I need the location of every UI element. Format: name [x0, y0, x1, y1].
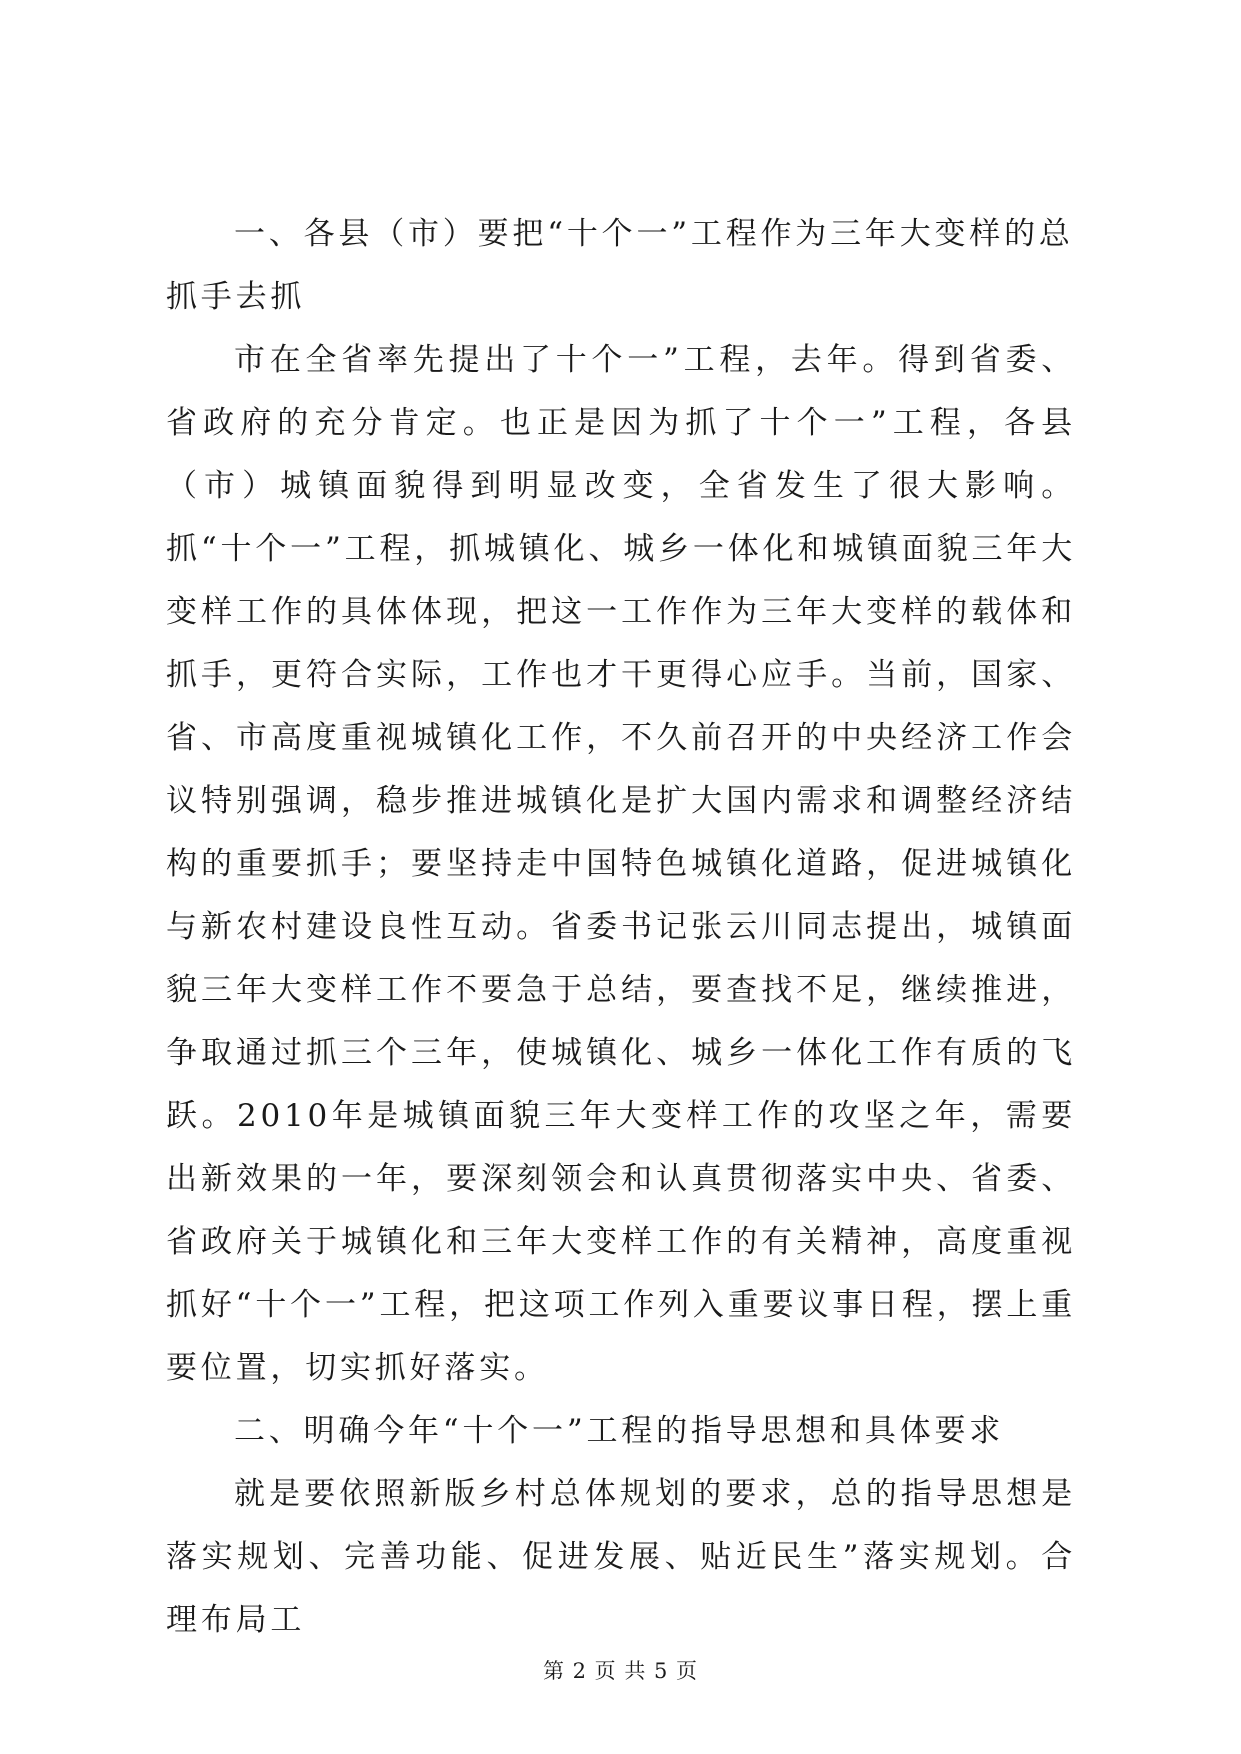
document-body [166, 203, 1076, 1652]
page-number-footer: 第 2 页 共 5 页 [542, 1659, 699, 1683]
body-paragraph-1: 市在全省率先提出了十个一”工程，去年。得到省委、省政府的充分肯定。也正是因为抓了十个一”工程，各县（市）城镇面貌得到明显改变，全省发生了很大影响。抓“十个一”工程，抓城镇化、城乡一体化和城镇面貌三年大变样工作的具体体现，把这一工作作为三年大变样的载体和抓手，更符合实际，工作也才干更得心应手。当前，国家、省、市高度重视城镇化工作，不久前召开的中央经济工作会议特别强调，稳步推进城镇化是扩大国内需求和调整经济结构的重要抓手；要坚持走中国特色城镇化道路，促进城镇化与新农村建设良性互动。省委书记张云川同志提出，城镇面貌三年大变样工作不要急于总结，要查找不足，继续推进，争取通过抓三个三年，使城镇化、城乡一体化工作有质的飞跃。2010年是城镇面貌三年大变样工作的攻坚之年，需要出新效果的一年，要深刻领会和认真贯彻落实中央、省委、省政府关于城镇化和三年大变样工作的有关精神，高度重视抓好“十个一”工程，把这项工作列入重要议事日程，摆上重要位置，切实抓好落实。 [166, 342, 1076, 1386]
section-heading-2: 二、明确今年“十个一”工程的指导思想和具体要求 [234, 1413, 1005, 1449]
body-paragraph-2: 就是要依照新版乡村总体规划的要求，总的指导思想是落实规划、完善功能、促进发展、贴近民生”落实规划。合理布局工 [166, 1476, 1076, 1638]
section-heading-1: 一、各县（市）要把“十个一”工程作为三年大变样的总抓手去抓 [166, 216, 1074, 315]
